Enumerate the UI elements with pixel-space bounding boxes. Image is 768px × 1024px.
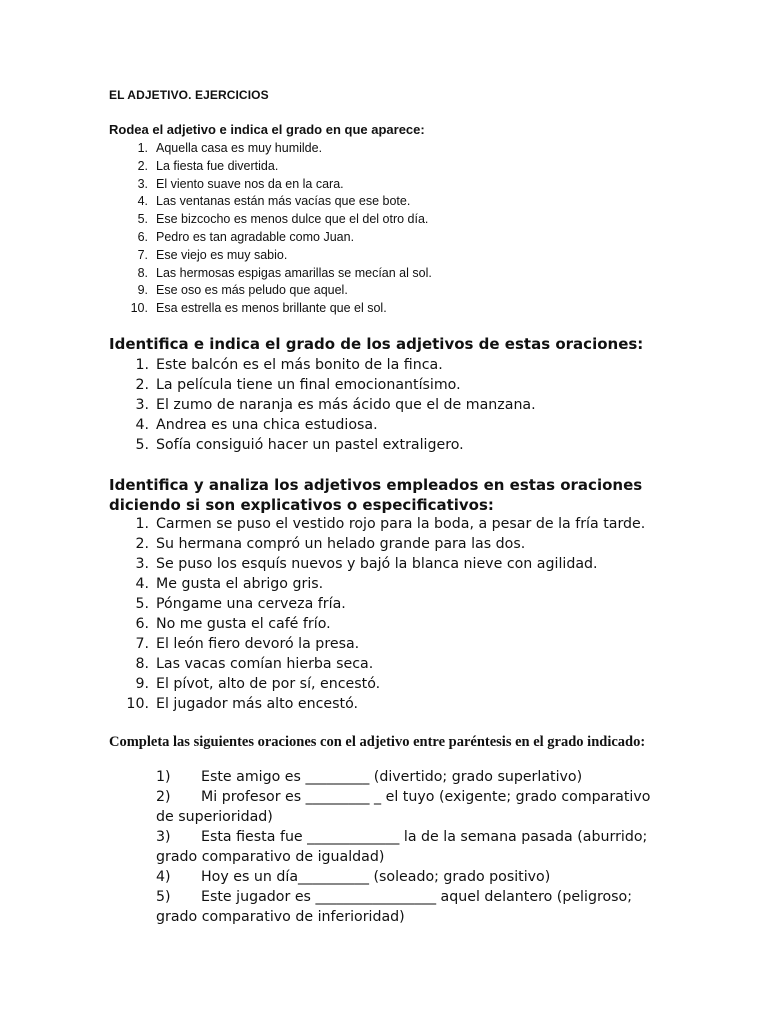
item-text: Hoy es un día__________ (soleado; grado positivo)	[201, 869, 551, 885]
list-item	[109, 415, 536, 435]
list-item	[109, 265, 432, 283]
item-number: 2)	[156, 789, 171, 805]
item-text: Este balcón es el más bonito de la finca.	[156, 357, 443, 373]
item-text: Mi profesor es _________ _ el tuyo (exigente; grado comparativo	[201, 789, 651, 805]
list-item	[109, 282, 432, 300]
item-number: 7.	[137, 247, 148, 262]
section2-heading: Identifica e indica el grado de los adjetivos de estas oraciones:	[109, 335, 644, 353]
item-number: 1.	[135, 516, 149, 532]
item-text: Las hermosas espigas amarillas se mecían al sol.	[156, 265, 432, 280]
list-item	[109, 193, 432, 211]
item-text: Sofía consiguió hacer un pastel extraligero.	[156, 437, 464, 453]
list-item	[109, 375, 536, 395]
item-text: El viento suave nos da en la cara.	[156, 176, 344, 191]
item-number: 5.	[135, 596, 149, 612]
item-text: No me gusta el café frío.	[156, 616, 331, 632]
list-item	[109, 229, 432, 247]
item-number: 1.	[135, 357, 149, 373]
item-number: 1)	[156, 769, 171, 785]
list-item	[109, 355, 536, 375]
list-item	[109, 300, 432, 318]
item-number: 9.	[137, 283, 148, 298]
item-number: 4)	[156, 869, 171, 885]
item-number: 2.	[137, 158, 148, 173]
item-number: 6.	[135, 616, 149, 632]
item-number: 5)	[156, 889, 171, 905]
list-item	[109, 594, 645, 614]
list-item	[109, 247, 432, 265]
section4-list	[109, 767, 669, 927]
item-text-continuation: grado comparativo de inferioridad)	[156, 909, 405, 925]
item-text: Ese bizcocho es menos dulce que el del otro día.	[156, 212, 429, 227]
item-text: El jugador más alto encestó.	[156, 696, 359, 712]
item-text: Aquella casa es muy humilde.	[156, 141, 323, 155]
item-number: 10.	[126, 696, 149, 712]
item-number: 9.	[135, 676, 149, 692]
section2-list	[109, 355, 536, 455]
list-item	[109, 158, 432, 176]
item-text: Su hermana compró un helado grande para las dos.	[156, 536, 526, 552]
item-text: Las ventanas están más vacías que ese bote.	[156, 194, 411, 209]
list-item	[109, 694, 645, 714]
list-item	[109, 887, 669, 927]
item-number: 4.	[135, 417, 149, 433]
list-item	[109, 395, 536, 415]
list-item	[109, 654, 645, 674]
list-item	[109, 614, 645, 634]
item-text: El pívot, alto de por sí, encestó.	[156, 676, 381, 692]
section3-heading: Identifica y analiza los adjetivos empleados en estas oraciones diciendo si son explicativos o especificativos:	[109, 476, 643, 514]
item-number: 7.	[135, 636, 149, 652]
section3-list	[109, 514, 645, 714]
item-number: 3.	[135, 397, 149, 413]
item-text-continuation: de superioridad)	[156, 809, 273, 825]
list-item	[109, 435, 536, 455]
item-text: Esta fiesta fue _____________ la de la semana pasada (aburrido;	[201, 829, 648, 845]
list-item	[109, 787, 669, 827]
item-number: 2.	[135, 377, 149, 393]
list-item	[109, 867, 669, 887]
item-text: Este amigo es _________ (divertido; grado superlativo)	[201, 769, 583, 785]
list-item	[109, 827, 669, 867]
item-text: Ese oso es más peludo que aquel.	[156, 283, 348, 298]
item-text-continuation: grado comparativo de igualdad)	[156, 849, 385, 865]
item-number: 3.	[135, 556, 149, 572]
item-number: 8.	[135, 656, 149, 672]
item-text: Me gusta el abrigo gris.	[156, 576, 324, 592]
section4-heading: Completa las siguientes oraciones con el adjetivo entre paréntesis en el grado indicado:	[109, 734, 646, 750]
item-number: 4.	[135, 576, 149, 592]
item-text: La fiesta fue divertida.	[156, 158, 279, 173]
item-number: 8.	[137, 265, 148, 280]
list-item	[109, 211, 432, 229]
item-number: 5.	[137, 212, 148, 227]
item-text: Se puso los esquís nuevos y bajó la blanca nieve con agilidad.	[156, 556, 598, 572]
list-item	[109, 140, 432, 158]
item-text: Andrea es una chica estudiosa.	[156, 417, 378, 433]
item-text: La película tiene un final emocionantísimo.	[156, 377, 461, 393]
item-text: Carmen se puso el vestido rojo para la boda, a pesar de la fría tarde.	[156, 516, 646, 532]
list-item	[109, 534, 645, 554]
list-item	[109, 574, 645, 594]
item-text: Este jugador es _________________ aquel delantero (peligroso;	[201, 889, 633, 905]
item-number: 4.	[137, 194, 148, 209]
item-text: El león fiero devoró la presa.	[156, 636, 360, 652]
item-number: 1.	[137, 141, 148, 155]
item-text: El zumo de naranja es más ácido que el de manzana.	[156, 397, 536, 413]
item-text: Esa estrella es menos brillante que el sol.	[156, 301, 387, 316]
section1-heading: Rodea el adjetivo e indica el grado en que aparece:	[109, 122, 425, 137]
list-item	[109, 554, 645, 574]
item-number: 5.	[135, 437, 149, 453]
item-number: 10.	[130, 301, 148, 316]
item-text: Las vacas comían hierba seca.	[156, 656, 374, 672]
item-number: 6.	[137, 229, 148, 244]
list-item	[109, 674, 645, 694]
list-item	[109, 767, 669, 787]
item-text: Póngame una cerveza fría.	[156, 596, 346, 612]
item-number: 3.	[137, 176, 148, 191]
item-text: Ese viejo es muy sabio.	[156, 247, 288, 262]
item-number: 3)	[156, 829, 171, 845]
list-item	[109, 514, 645, 534]
list-item	[109, 176, 432, 194]
section1-list	[109, 140, 432, 318]
item-text: Pedro es tan agradable como Juan.	[156, 229, 355, 244]
list-item	[109, 634, 645, 654]
item-number: 2.	[135, 536, 149, 552]
page-title: EL ADJETIVO. EJERCICIOS	[109, 88, 269, 102]
